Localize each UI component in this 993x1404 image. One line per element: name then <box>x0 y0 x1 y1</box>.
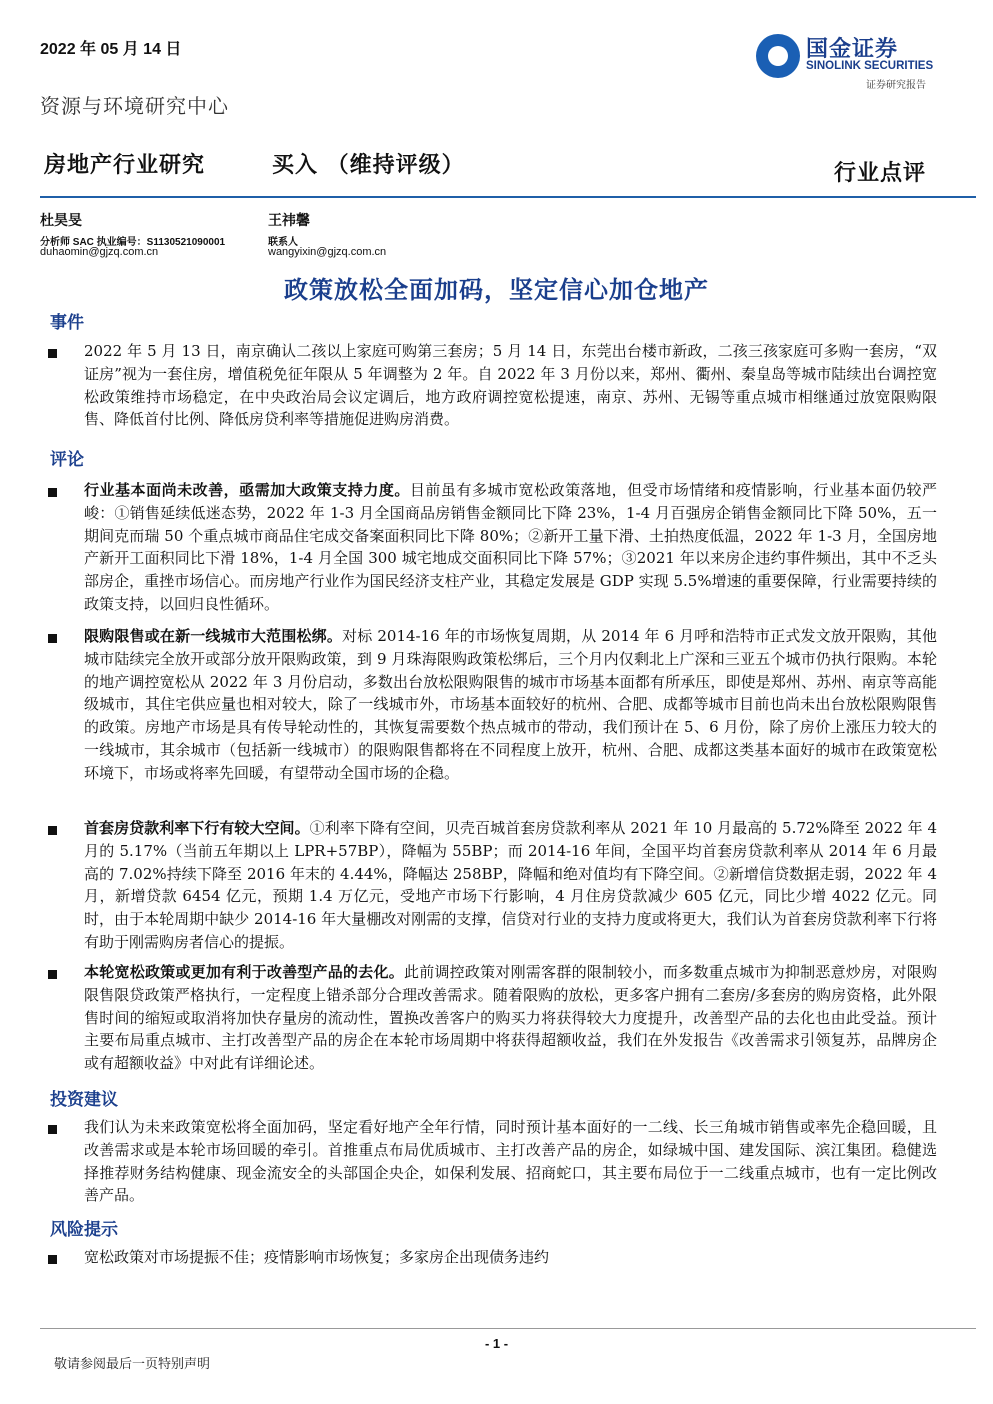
logo-chinese: 国金证券 <box>806 37 899 62</box>
industry-label: 房地产行业研究 <box>44 152 206 178</box>
comment-4-lead: 本轮宽松政策或更加有利于改善型产品的去化。 <box>84 963 404 981</box>
rating-label: 买入 （维持评级） <box>272 152 465 178</box>
footer-divider <box>40 1328 976 1329</box>
logo-mark-icon <box>756 34 800 78</box>
bullet-marker <box>48 488 57 497</box>
comment-1-body: 目前虽有多城市宽松政策落地，但受市场情绪和疫情影响，行业基本面仍较严峻：①销售延续低迷态势，2022 年 1-3 月全国商品房销售金额同比下降 23%，1-4 月百强房企销售金额同比下降 50%，五一期间克而瑞 50 个重点城市商品住宅成交备案面积同比下降 80%；②新开工量下滑、土拍热度低温，2022 年 1-3 月，全国房地产新开工面积同比下滑 18%，1-4 月全国 300 城宅地成交面积同比下降 57%；③2021 年以来房企违约事件频出，其中不乏头部房企，重挫市场信心。而房地产行业作为国民经济支柱产业，其稳定发展是 GDP 实现 5.5%增速的重要保障，行业需要持续的政策支持，以回归良性循环。 <box>84 481 937 613</box>
page-number: - 1 - <box>484 1336 509 1351</box>
report-headline: 政策放松全面加码，坚定信心加仓地产 <box>284 275 709 304</box>
section-title-comment: 评论 <box>50 450 84 470</box>
risk-paragraph: 宽松政策对市场提振不佳；疫情影响市场恢复；多家房企出现债务违约 <box>84 1248 550 1266</box>
comment-paragraph-4 <box>84 961 937 1075</box>
invest-paragraph: 我们认为未来政策宽松将全面加码，坚定看好地产全年行情，同时预计基本面好的一二线、长三角城市销售或率先企稳回暖，且改善需求或是本轮市场回暖的牵引。首推重点布局优质城市、主打改善产品的房企，如绿城中国、建发国际、滨江集团。稳健选择推荐财务结构健康、现金流安全的头部国企央企，如保利发展、招商蛇口，其主要布局位于一二线重点城市，也有一定比例改善产品。 <box>84 1118 937 1205</box>
author-2-email[interactable]: wangyixin@gjzq.com.cn <box>268 246 387 258</box>
doc-type-label: 行业点评 <box>834 160 927 186</box>
author-2-name: 王祎馨 <box>268 213 310 229</box>
footer-disclaimer: 敬请参阅最后一页特别声明 <box>54 1357 211 1372</box>
logo-english: SINOLINK SECURITIES <box>806 60 934 72</box>
bullet-marker <box>48 1125 57 1134</box>
comment-2-lead: 限购限售或在新一线城市大范围松绑。 <box>84 627 343 645</box>
comment-1-lead: 行业基本面尚未改善，亟需加大政策支持力度。 <box>84 481 410 499</box>
event-paragraph: 2022 年 5 月 13 日，南京确认二孩以上家庭可购第三套房；5 月 14 日，东莞出台楼市新政，二孩三孩家庭可多购一套房，“双证房”视为一套住房，增值税免征年限从 5 年调整为 2 年。自 2022 年 3 月份以来，郑州、衢州、秦皇岛等城市陆续出台调控宽松政策维持市场稳定，在中央政治局会议定调后，地方政府调控宽松提速，南京、苏州、无锡等重点城市相继通过放宽限购限售、降低首付比例、降低房贷利率等措施促进购房消费。 <box>84 342 937 429</box>
author-1-cert: 分析师 SAC 执业编号：S1130521090001 <box>40 237 226 248</box>
bullet-marker <box>48 349 57 358</box>
report-category: 证券研究报告 <box>866 80 926 91</box>
comment-3-body: ①利率下降有空间，贝壳百城首套房贷款利率从 2021 年 10 月最高的 5.72%降至 2022 年 4 月的 5.17%（当前五年期以上 LPR+57BP），降幅为 55BP；而 2014-16 年间，全国平均首套房贷款利率从 2014 年 6 月最高的 7.02%持续下降至 2016 年末的 4.44%，降幅达 258BP，降幅和绝对值均有下降空间。②新增信贷数据走弱，2022 年 4 月，新增贷款 6454 亿元，预期 1.4 万亿元，受地产市场下行影响，4 月住房贷款减少 605 亿元，同比少增 4022 亿元。同时，由于本轮周期中缺少 2014-16 年大量棚改对刚需的支撑，信贷对行业的支持力度或将更大，我们认为首套房贷款利率下行将有助于刚需购房者信心的提振。 <box>84 819 937 951</box>
report-date: 2022 年 05 月 14 日 <box>40 41 182 58</box>
section-title-invest: 投资建议 <box>50 1090 118 1110</box>
bullet-marker <box>48 1255 57 1264</box>
research-center: 资源与环境研究中心 <box>40 94 229 118</box>
bullet-marker <box>48 634 57 643</box>
header-divider <box>40 196 976 198</box>
bullet-marker <box>48 970 57 979</box>
comment-paragraph-1 <box>84 479 937 616</box>
comment-4-body: 此前调控政策对刚需客群的限制较小，而多数重点城市为抑制恶意炒房，对限购限售限贷政策严格执行，一定程度上错杀部分合理改善需求。随着限购的放松，更多客户拥有二套房/多套房的购房资格，此外限售时间的缩短或取消将加快存量房的流动性，置换改善客户的购买力将获得较大力度提升，改善型产品的去化也由此受益。预计主要布局重点城市、主打改善型产品的房企在本轮市场周期中将获得超额收益，我们在外发报告《改善需求引领复苏，品牌房企或有超额收益》中对此有详细论述。 <box>84 963 937 1073</box>
comment-paragraph-2 <box>84 625 937 785</box>
comment-paragraph-3 <box>84 817 937 954</box>
section-title-event: 事件 <box>50 313 84 333</box>
author-1-name: 杜昊旻 <box>40 213 82 229</box>
comment-2-body: 对标 2014-16 年的市场恢复周期，从 2014 年 6 月呼和浩特市正式发文放开限购，其他城市陆续完全放开或部分放开限购政策，到 9 月珠海限购政策松绑后，三个月内仅剩北上广深和三亚五个城市仍执行限购。本轮的地产调控宽松从 2022 年 3 月份启动，多数出台放松限购限售的城市市场基本面都有所承压，即使是郑州、苏州、南京等高能级城市，其住宅供应量也相对较大，除了一线城市外，市场基本面较好的杭州、合肥、成都等城市目前也尚未出台放松限购限售的政策。房地产市场是具有传导轮动性的，其恢复需要数个热点城市的带动，我们预计在 5、6 月份，除了房价上涨压力较大的一线城市，其余城市（包括新一线城市）的限购限售都将在不同程度上放开，杭州、合肥、成都这类基本面好的城市在政策宽松环境下，市场或将率先回暖，有望带动全国市场的企稳。 <box>84 627 937 782</box>
comment-3-lead: 首套房贷款利率下行有较大空间。 <box>84 819 310 837</box>
section-title-risk: 风险提示 <box>50 1220 118 1240</box>
bullet-marker <box>48 826 57 835</box>
company-logo <box>756 32 946 92</box>
author-2-role: 联系人 <box>268 237 298 248</box>
author-1-email[interactable]: duhaomin@gjzq.com.cn <box>40 246 159 258</box>
